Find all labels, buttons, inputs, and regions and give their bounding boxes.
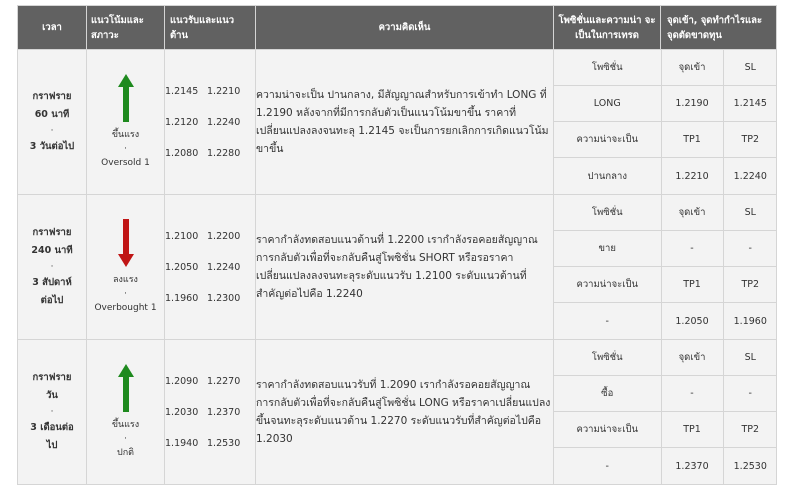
probability-value: ปานกลาง [554,158,661,195]
sl-value: - [723,376,777,412]
timeframe-line: ต่อไป [40,295,64,306]
support-level: 1.1940 [165,437,199,449]
comment-cell: ราคากำลังทดสอบแนวต้านที่ 1.2200 เรากำลังรอคอยสัญญาณการกลับตัวเพื่อที่จะกลับคืนสู่โพซิชั่น SHORT หรือรอราคาเปลี่ยนแปลงลงจนทะลุระดับแนวรับ 1.2100 ระดับแนวต้านที่สำคัญต่อไปคือ 1.2240 [256,195,554,340]
trend-cell [87,195,165,340]
level-row [165,397,255,428]
position-value: LONG [554,86,661,122]
comment-cell: ราคากำลังทดสอบแนวรับที่ 1.2090 เรากำลังรอคอยสัญญาณการกลับตัวเพื่อที่จะกลับคืนสู่โพซิชั่น LONG หรือราคาเปลี่ยนแปลงขึ้นจนทะลุระดับแนวต้าน 1.2270 ระดับแนวรับที่สำคัญต่อไปคือ 1.2030 [256,340,554,485]
header-position: โพซิชั่นและความน่า จะเป็นในการเทรด [554,6,661,50]
trade-subtable [554,195,777,339]
trend-state: Overbought 1 [94,303,157,313]
level-row [165,252,255,283]
sl-label: SL [723,340,777,376]
separator-dot: · [50,126,54,136]
resistance-level: 1.2370 [207,406,241,418]
header-row [18,6,777,50]
probability-value: - [554,448,661,485]
timeframe-cell [18,340,87,485]
table-row [18,195,777,340]
tp1-value: 1.2370 [661,448,723,485]
entry-label: จุดเข้า [661,50,723,86]
resistance-level: 1.2280 [207,147,241,159]
levels-cell [165,340,256,485]
timeframe-line: 240 นาที [31,245,73,256]
entry-value: - [661,231,723,267]
entry-value: - [661,376,723,412]
probability-value: - [554,303,661,340]
separator-dot: · [124,144,127,154]
tp1-value: 1.2210 [661,158,723,195]
resistance-level: 1.2530 [207,437,241,449]
support-level: 1.2080 [165,147,199,159]
support-level: 1.2030 [165,406,199,418]
tp2-label: TP2 [723,267,777,303]
arrow-down-icon [118,219,134,267]
separator-dot: · [124,289,127,299]
trend-state: Oversold 1 [101,158,150,168]
trade-details [554,340,777,485]
level-row [165,428,255,459]
tp1-label: TP1 [661,267,723,303]
timeframe-line: 3 สัปดาห์ [32,277,72,288]
position-label: โพซิชั่น [554,195,661,231]
tp1-label: TP1 [661,122,723,158]
trend-state: ปกติ [116,448,134,458]
trend-label: ขึ้นแรง [111,130,140,140]
timeframe-line: 60 นาที [34,109,70,120]
timeframe-line: ไป [46,440,58,451]
support-level: 1.2120 [165,116,199,128]
trend-cell [87,50,165,195]
separator-dot: · [50,262,54,272]
level-row [165,366,255,397]
entry-label: จุดเข้า [661,340,723,376]
trade-details [554,50,777,195]
tp1-label: TP1 [661,412,723,448]
timeframe-cell [18,50,87,195]
levels-cell [165,50,256,195]
trend-label: ลงแรง [113,275,138,285]
trend-label: ขึ้นแรง [111,420,140,430]
probability-label: ความน่าจะเป็น [554,267,661,303]
level-row [165,107,255,138]
resistance-level: 1.2300 [207,292,241,304]
header-trend: แนวโน้มและ สภาวะ [87,6,165,50]
tp1-value: 1.2050 [661,303,723,340]
header-comment: ความคิดเห็น [256,6,554,50]
tp2-value: 1.2240 [723,158,777,195]
separator-dot: · [124,434,127,444]
support-level: 1.1960 [165,292,199,304]
support-level: 1.2090 [165,375,199,387]
comment-cell: ความน่าจะเป็น ปานกลาง, มีสัญญาณสำหรับการเข้าทำ LONG ที่ 1.2190 หลังจากที่มีการกลับตัวเป็นแนวโน้มขาขึ้น ราคาที่เปลี่ยนแปลงลงจนทะลุ 1.2145 จะเป็นการยกเลิกการเกิดแนวโน้มขาขึ้น [256,50,554,195]
levels-cell [165,195,256,340]
tp2-label: TP2 [723,412,777,448]
support-level: 1.2145 [165,85,199,97]
header-time: เวลา [18,6,87,50]
timeframe-line: วัน [46,390,58,401]
timeframe-line: 3 วันต่อไป [29,141,75,152]
level-row [165,283,255,314]
tp2-label: TP2 [723,122,777,158]
level-row [165,138,255,169]
trend-cell [87,340,165,485]
sl-label: SL [723,50,777,86]
support-level: 1.2100 [165,230,199,242]
resistance-level: 1.2200 [207,230,241,242]
timeframe-cell [18,195,87,340]
tp2-value: 1.2530 [723,448,777,485]
support-level: 1.2050 [165,261,199,273]
sl-value: 1.2145 [723,86,777,122]
sl-label: SL [723,195,777,231]
header-entry: จุดเข้า, จุดทำกำไรและ จุดตัดขาดทุน [661,6,777,50]
resistance-level: 1.2270 [207,375,241,387]
position-value: ขาย [554,231,661,267]
trade-details [554,195,777,340]
timeframe-line: กราฟราย [32,227,72,238]
probability-label: ความน่าจะเป็น [554,122,661,158]
trade-subtable [554,340,777,484]
sl-value: - [723,231,777,267]
arrow-up-icon [118,74,134,122]
resistance-level: 1.2240 [207,116,241,128]
level-row [165,221,255,252]
separator-dot: · [50,407,54,417]
forecast-table [17,5,777,485]
tp2-value: 1.1960 [723,303,777,340]
entry-value: 1.2190 [661,86,723,122]
table-row [18,340,777,485]
entry-label: จุดเข้า [661,195,723,231]
timeframe-line: กราฟราย [32,91,72,102]
trade-subtable [554,50,777,194]
timeframe-line: กราฟราย [32,372,72,383]
position-value: ซื้อ [554,376,661,412]
resistance-level: 1.2210 [207,85,241,97]
probability-label: ความน่าจะเป็น [554,412,661,448]
level-row [165,76,255,107]
arrow-up-icon [118,364,134,412]
position-label: โพซิชั่น [554,340,661,376]
table-row [18,50,777,195]
position-label: โพซิชั่น [554,50,661,86]
header-levels: แนวรับและแนว ต้าน [165,6,256,50]
resistance-level: 1.2240 [207,261,241,273]
timeframe-line: 3 เดือนต่อ [30,422,74,433]
